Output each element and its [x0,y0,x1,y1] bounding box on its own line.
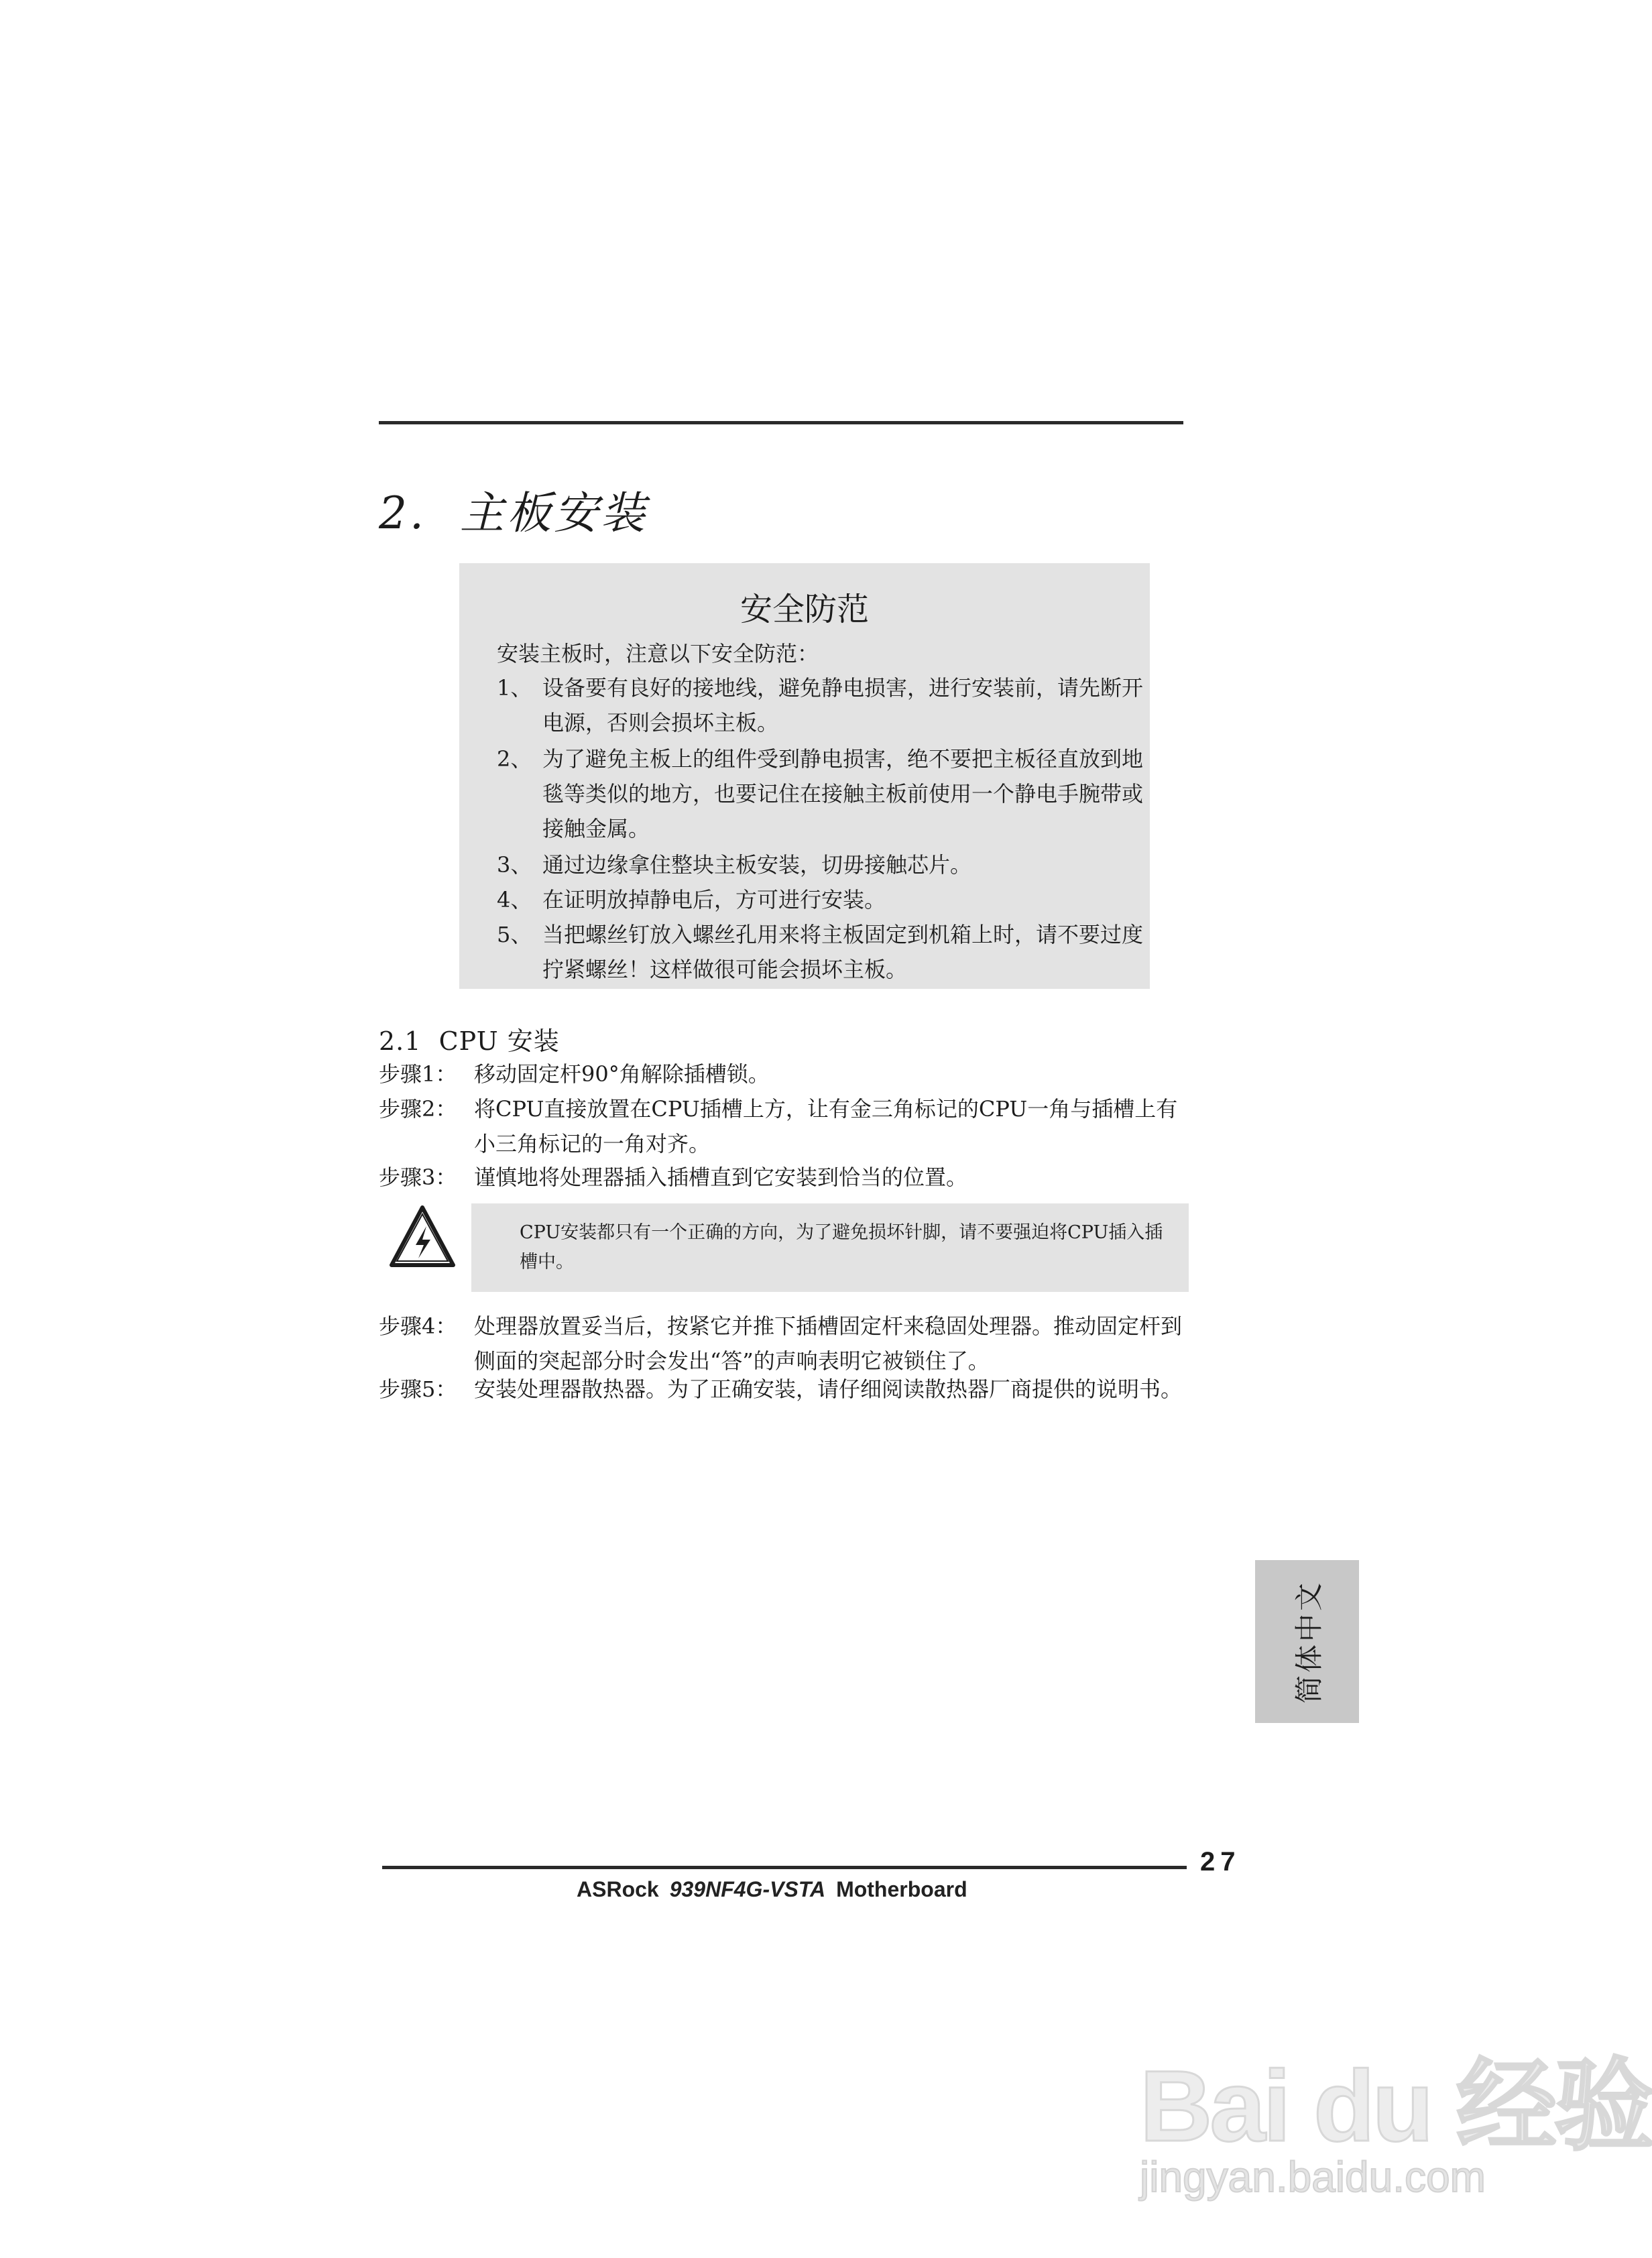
safety-item-text: 为了避免主板上的组件受到静电损害，绝不要把主板径直放到地毯等类似的地方，也要记住在接触主板前使用一个静电手腕带或接触金属。 [542,746,1144,841]
safety-item-number: 4、 [497,887,532,912]
chapter-number: 2. [379,487,426,539]
chapter-title [379,477,648,541]
section-heading [379,1020,560,1057]
footer-brand: ASRock [577,1877,659,1901]
safety-item-number: 2、 [497,746,532,772]
footer [577,1877,967,1902]
safety-item-number: 1、 [497,675,532,701]
step-label: 步骤5： [379,1376,457,1402]
language-tab-label: 简体中文 [1292,1580,1325,1704]
step-label: 步骤3： [379,1165,457,1190]
baidu-watermark-logo: Bai du 经验 [1140,2049,1652,2162]
step-text: 谨慎地将处理器插入插槽直到它安装到恰当的位置。 [474,1165,968,1190]
chapter-title-text: 主板安装 [459,487,648,539]
warning-text: CPU安装都只有一个正确的方向，为了避免损坏针脚，请不要强迫将CPU插入插槽中。 [520,1222,1163,1272]
safety-item-text: 当把螺丝钉放入螺丝孔用来将主板固定到机箱上时，请不要过度拧紧螺丝！这样做很可能会损坏主板。 [542,922,1144,982]
step-text: 处理器放置妥当后，按紧它并推下插槽固定杆来稳固处理器。推动固定杆到侧面的突起部分时会发出“答”的声响表明它被锁住了。 [474,1313,1183,1374]
safety-item-text: 设备要有良好的接地线，避免静电损害，进行安装前，请先断开电源，否则会损坏主板。 [542,675,1144,735]
safety-item-number: 3、 [497,852,532,878]
safety-item-number: 5、 [497,922,532,947]
safety-item-text: 在证明放掉静电后，方可进行安装。 [542,887,886,912]
step-text: 移动固定杆90°角解除插槽锁。 [474,1061,770,1087]
top-rule [379,421,1183,424]
footer-product: Motherboard [836,1877,967,1901]
safety-item-text: 通过边缘拿住整块主板安装，切毋接触芯片。 [542,852,972,878]
safety-precautions-box [459,563,1150,989]
step-text: 安装处理器散热器。为了正确安装，请仔细阅读散热器厂商提供的说明书。 [474,1376,1183,1402]
section-title: CPU 安装 [438,1026,560,1056]
language-side-tab [1255,1560,1359,1723]
safety-title: 安全防范 [740,591,869,628]
step-label: 步骤1： [379,1061,457,1087]
bottom-rule [382,1866,1187,1869]
step-label: 步骤4： [379,1313,457,1339]
safety-intro: 安装主板时，注意以下安全防范： [497,641,819,666]
warning-note-box [471,1203,1189,1292]
step-label: 步骤2： [379,1096,457,1122]
baidu-watermark-url: jingyan.baidu.com [1140,2153,1486,2201]
step-text: 将CPU直接放置在CPU插槽上方，让有金三角标记的CPU一角与插槽上有小三角标记的一角对齐。 [474,1096,1178,1156]
section-number: 2.1 [379,1026,422,1056]
page-number: 27 [1200,1847,1241,1877]
footer-model: 939NF4G-VSTA [669,1877,826,1901]
warning-triangle-lightning-icon [389,1203,456,1270]
